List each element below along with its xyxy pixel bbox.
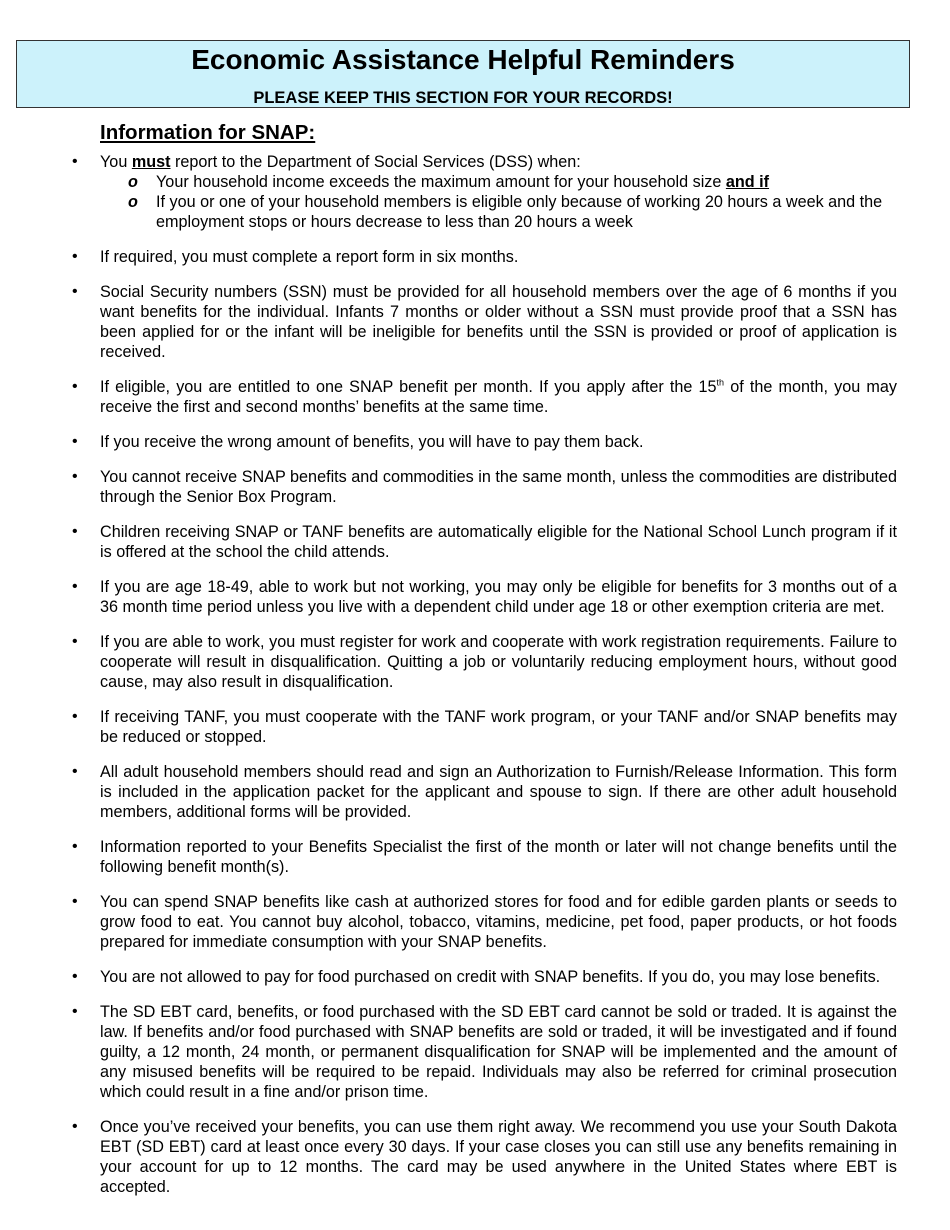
sub-item-text: Your household income exceeds the maximum amount for your household size bbox=[156, 173, 726, 191]
list-item bbox=[0, 632, 897, 692]
reminder-list bbox=[0, 152, 950, 1212]
bullet-icon: • bbox=[72, 893, 78, 910]
section-heading: Information for SNAP: bbox=[100, 121, 316, 144]
item-text: You can spend SNAP benefits like cash at authorized stores for food and for edible garden plants or seeds to grow food to eat. You cannot buy alcohol, tobacco, vitamins, medicine, pet food, paper products, or hot foods prepared for immediate consumption with your SNAP benefits. bbox=[100, 893, 897, 951]
emphasis-must: must bbox=[131, 153, 171, 171]
item-text: You bbox=[100, 153, 132, 171]
sub-item-work-hours bbox=[100, 192, 897, 232]
list-item bbox=[0, 967, 897, 987]
emphasis-and-if: and if bbox=[725, 173, 770, 191]
list-item bbox=[0, 282, 897, 362]
list-item bbox=[0, 1002, 897, 1102]
sub-bullet-icon: o bbox=[128, 173, 138, 191]
sub-item-text: If you or one of your household members is eligible only because of working 20 hours a week and the employment stops or hours decrease to less than 20 hours a week bbox=[156, 193, 883, 231]
item-text: The SD EBT card, benefits, or food purchased with the SD EBT card cannot be sold or traded. It is against the law. If benefits and/or food purchased with SNAP benefits are sold or traded, it will be investigated and if found guilty, a 12 month, 24 month, or permanent disqualification for SNAP will be implemented and the amount of any misused benefits will be required to be repaid. Individuals may also be referred for criminal prosecution which could result in a fine and/or prison time. bbox=[100, 1003, 897, 1101]
item-text: of the month, you may receive the first and second months’ benefits at the same time. bbox=[100, 378, 897, 416]
bullet-icon: • bbox=[72, 763, 78, 780]
list-item-report-requirement bbox=[0, 152, 897, 232]
item-text: All adult household members should read and sign an Authorization to Furnish/Release Information. This form is included in the application packet for the applicant and spouse to sign. If there are other adult household members, additional forms will be provided. bbox=[100, 763, 897, 821]
item-text: If you are able to work, you must register for work and cooperate with work registration requirements. Failure to cooperate will result in disqualification. Quitting a job or voluntarily reducing employment hours, without good cause, may also result in disqualification. bbox=[100, 633, 897, 691]
item-text: If you receive the wrong amount of benefits, you will have to pay them back. bbox=[100, 433, 644, 451]
bullet-icon: • bbox=[72, 838, 78, 855]
list-item bbox=[0, 467, 897, 507]
bullet-icon: • bbox=[72, 708, 78, 725]
bullet-icon: • bbox=[72, 968, 78, 985]
item-text: Social Security numbers (SSN) must be provided for all household members over the age of 6 months if you want benefits for the individual. Infants 7 months or older without a SSN must provide proof that a SSN has been applied for or the infant will be ineligible for benefits until the SSN is provided or proof of application is received. bbox=[100, 283, 897, 361]
item-text: Information reported to your Benefits Specialist the first of the month or later will not change benefits until the following benefit month(s). bbox=[100, 838, 897, 876]
bullet-icon: • bbox=[72, 468, 78, 485]
item-text: Once you’ve received your benefits, you can use them right away. We recommend you use your South Dakota EBT (SD EBT) card at least once every 30 days. If your case closes you can still use any benefits remaining in your account for up to 12 months. The card may be used anywhere in the United States where EBT is accepted. bbox=[100, 1118, 897, 1196]
list-item bbox=[0, 1117, 897, 1197]
list-item bbox=[0, 577, 897, 617]
page-title: Economic Assistance Helpful Reminders bbox=[191, 44, 735, 75]
item-text: If eligible, you are entitled to one SNAP benefit per month. If you apply after the 15 bbox=[100, 378, 717, 396]
list-item bbox=[0, 762, 897, 822]
item-text: report to the Department of Social Services (DSS) when: bbox=[170, 153, 581, 171]
list-item bbox=[0, 432, 897, 452]
sub-list bbox=[100, 172, 897, 232]
bullet-icon: • bbox=[72, 378, 78, 395]
list-item bbox=[0, 837, 897, 877]
item-text: If you are age 18-49, able to work but not working, you may only be eligible for benefits for 3 months out of a 36 month time period unless you live with a dependent child under age 18 or other exemption criteria are met. bbox=[100, 578, 897, 616]
list-item bbox=[0, 707, 897, 747]
bullet-icon: • bbox=[72, 283, 78, 300]
sub-bullet-icon: o bbox=[128, 193, 138, 211]
item-text: Children receiving SNAP or TANF benefits are automatically eligible for the National School Lunch program if it is offered at the school the child attends. bbox=[100, 523, 897, 561]
bullet-icon: • bbox=[72, 1003, 78, 1020]
bullet-icon: • bbox=[72, 1118, 78, 1135]
superscript: th bbox=[716, 377, 725, 388]
bullet-icon: • bbox=[72, 248, 78, 265]
page-subtitle: PLEASE KEEP THIS SECTION FOR YOUR RECORDS! bbox=[253, 89, 673, 107]
bullet-icon: • bbox=[72, 433, 78, 450]
header-box bbox=[16, 40, 910, 108]
bullet-icon: • bbox=[72, 523, 78, 540]
list-item bbox=[0, 522, 897, 562]
sub-item-income bbox=[100, 172, 897, 192]
list-item-benefit-month bbox=[0, 377, 897, 417]
bullet-icon: • bbox=[72, 633, 78, 650]
item-text: You cannot receive SNAP benefits and commodities in the same month, unless the commodities are distributed through the Senior Box Program. bbox=[100, 468, 897, 506]
item-text: If required, you must complete a report form in six months. bbox=[100, 248, 519, 266]
bullet-icon: • bbox=[72, 578, 78, 595]
item-text: If receiving TANF, you must cooperate with the TANF work program, or your TANF and/or SNAP benefits may be reduced or stopped. bbox=[100, 708, 897, 746]
bullet-icon: • bbox=[72, 153, 78, 170]
list-item bbox=[0, 247, 897, 267]
item-text: You are not allowed to pay for food purchased on credit with SNAP benefits. If you do, you may lose benefits. bbox=[100, 968, 881, 986]
list-item bbox=[0, 892, 897, 952]
